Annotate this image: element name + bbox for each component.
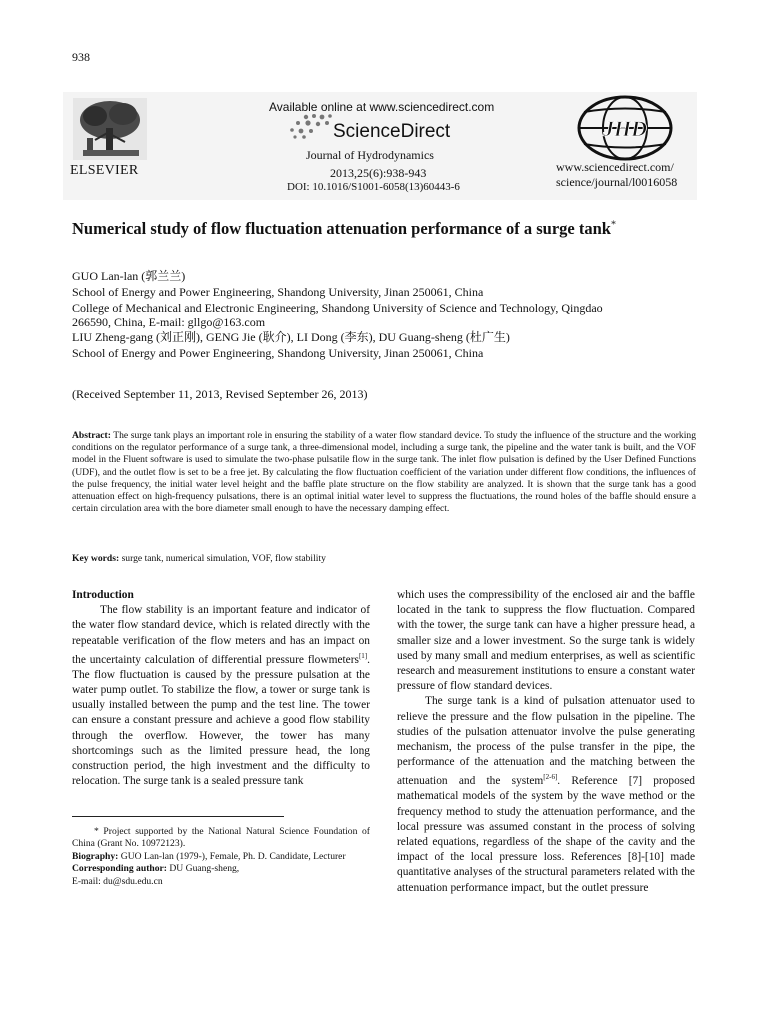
intro-p2-text-b: . Reference [7] proposed mathematical models of the system by the wave method or the frequency method to study the attenuation performance, and the local pressure was assumed constant in the process of solving related equations, regardless of the shape of the cavity and the impact of the local pressure loss. References [8]-[10] made quantitative analyses of the structural parameters related with the attenuation performance impact, but the outlet pressure [397,775,695,894]
section-heading-introduction: Introduction [72,589,134,601]
available-online-text: Available online at www.sciencedirect.com [269,100,495,114]
corresponding-label: Corresponding author: [72,863,167,875]
affiliation-2b: 266590, China, E-mail: gllgo@163.com [72,315,266,329]
jhd-globe-logo [576,95,674,161]
footnote-divider [72,816,284,817]
article-title [72,219,616,239]
elsevier-tree-logo [73,98,147,160]
received-dates: (Received September 11, 2013, Revised September 26, 2013) [72,387,368,401]
affiliation-3: School of Energy and Power Engineering, Shandong University, Jinan 250061, China [72,346,484,360]
body-column-left [72,588,370,789]
title-footnote-mark: * [610,219,616,231]
journal-url-line2: science/journal/l0016058 [556,175,678,189]
biography-label: Biography: [72,850,119,862]
abstract-label: Abstract: [72,430,111,441]
footnote-project: * Project supported by the National Natural Science Foundation of China (Grant No. 10972123). [72,826,370,850]
intro-paragraph-1-cont: which uses the compressibility of the enclosed air and the baffle located in the tank to suppress the flow fluctuation. Compared with the tower, the surge tank can have a higher pressure head, a smaller size and a lower investment. So the surge tank is widely used by many small and medium enterprises, as well as scientific research and measurement institutions to ensure a constant water pressure of flow standard devices. [397,589,695,693]
affiliation-2a: College of Mechanical and Electronic Engineering, Shandong University of Science and Technology, Qingdao [72,301,603,315]
journal-url-line1: www.sciencedirect.com/ [556,160,674,174]
jhd-logo-text: JHD [603,116,647,141]
intro-paragraph-2 [397,694,695,895]
abstract [72,430,696,515]
keywords-text: surge tank, numerical simulation, VOF, flow stability [119,553,326,564]
intro-p2-text-a: The surge tank is a kind of pulsation attenuator used to relieve the pressure and the flow pulsation in the pipeline. The studies of the pulsation attenuator involve the pulse generating mechanism, the process of the pulse transfer in the pipe, the performance of the attenuation and the matching between the attenuation and the system [397,695,695,788]
page-number: 938 [72,50,90,64]
corresponding-text: DU Guang-sheng, [166,863,240,875]
footnotes [72,826,370,888]
journal-name: Journal of Hydrodynamics [306,148,434,162]
footnote-email: E-mail: du@sdu.edu.cn [72,875,163,887]
citation-2-6[interactable]: [2-6] [543,773,558,782]
intro-text-b: . The flow fluctuation is caused by the pressure pulsation at the water pump outlet. To stabilize the flow, a tower or surge tank is usually installed between the pump and the test line. The tower can ensure a constant pressure and achieve a good flow stability through the overflow. However, the tower has many shortcomings such as the limited pressure head, the long construction period, the high investment and the difficulty to relocation. The surge tank is a sealed pressure tank [72,653,370,788]
biography-text: GUO Lan-lan (1979-), Female, Ph. D. Candidate, Lecturer [118,850,346,862]
doi: DOI: 10.1016/S1001-6058(13)60443-6 [287,181,460,193]
elsevier-wordmark: ELSEVIER [70,163,139,178]
footnote-biography [72,851,370,863]
sciencedirect-wordmark: ScienceDirect [333,121,451,142]
affiliation-1: School of Energy and Power Engineering, Shandong University, Jinan 250061, China [72,285,484,299]
author-line-1: GUO Lan-lan (郭兰兰) [72,269,186,283]
sciencedirect-dots-icon [286,113,338,139]
keywords-label: Key words: [72,553,120,564]
body-column-right [397,588,695,896]
author-line-2: LIU Zheng-gang (刘正刚), GENG Jie (耿介), LI Dong (李东), DU Guang-sheng (杜广生) [72,330,510,344]
intro-text-a: The flow stability is an important feature and indicator of the water flow standard device, which is related directly with the repeatable verification of the flow meters and has an impact on the uncertainty calculation of differential pressure flowmeters [72,604,370,666]
citation-1[interactable]: [1] [358,651,368,660]
footnote-corresponding [72,863,370,875]
article-title-text: Numerical study of flow fluctuation attenuation performance of a surge tank [72,219,611,238]
intro-paragraph-1 [72,603,370,789]
abstract-text: The surge tank plays an important role in ensuring the stability of a water flow standard device. To study the influence of the structure and the working conditions on the regulator performance of a surge tank, a three-dimensional model, including a surge tank, the pipeline and the water tank is built, and the VOF model in the Fluent software is used to simulate the two-phase pulsatile flow in the surge tank. The inlet flow pulsation is defined by the User Defined Functions (UDF), and the outlet flow is set to be a free jet. By calculating the flow fluctuation coefficient of the variation under different flow conditions, the influences of the pulse frequency, the initial water level height and the baffle plate structure on the flow stability are analyzed. It is shown that the surge tank has a good attenuation effect on high-frequency pulsations, there is an optimal initial water level to suppress the fluctuations, the round holes of the baffle should ensure a certain circulation area with the bore diameter small enough to have the necessary damping effect. [72,430,696,515]
journal-issue: 2013,25(6):938-943 [330,166,427,180]
keywords [72,553,326,564]
